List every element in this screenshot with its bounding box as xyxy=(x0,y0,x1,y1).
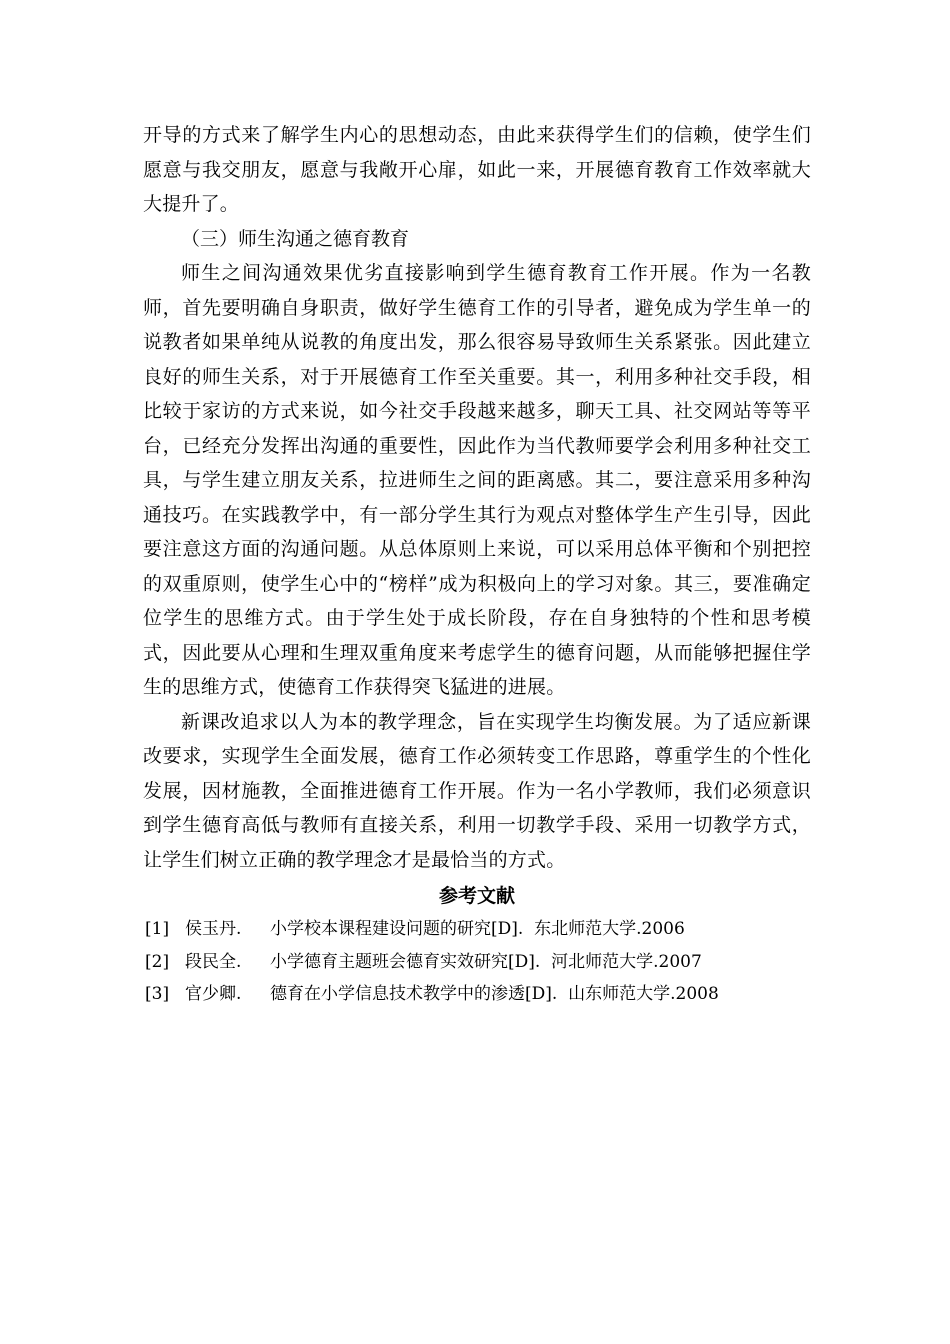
reference-work: 小学德育主题班会德育实效研究[D]. xyxy=(270,951,541,972)
reference-source: 河北师范大学.2007 xyxy=(551,951,702,972)
reference-work: 小学校本课程建设问题的研究[D]. xyxy=(270,919,524,939)
reference-author: 段民全. xyxy=(185,951,242,972)
reference-source: 山东师范大学.2008 xyxy=(568,984,719,1004)
reference-author: 官少卿. xyxy=(185,984,242,1004)
paragraph-continued: 开导的方式来了解学生内心的思想动态，由此来获得学生们的信赖，使学生们愿意与我交朋友，愿意与我敞开心扉，如此一来，开展德育教育工作效率就大大提升了。 xyxy=(143,124,811,215)
reference-author: 侯玉丹. xyxy=(185,919,242,939)
reference-number: [3] xyxy=(145,984,170,1004)
reference-number: [2] xyxy=(145,951,170,972)
reference-work: 德育在小学信息技术教学中的渗透[D]. xyxy=(270,984,558,1004)
paragraph-conclusion: 新课改追求以人为本的教学理念，旨在实现学生均衡发展。为了适应新课改要求，实现学生全面发展，德育工作必须转变工作思路，尊重学生的个性化发展，因材施教，全面推进德育工作开展。作为一名小学教师，我们必须意识到学生德育高低与教师有直接关系，利用一切教学手段、采用一切教学方式，让学生们树立正确的教学理念才是最恰当的方式。 xyxy=(143,710,811,871)
paragraph-teacher-student-communication: 师生之间沟通效果优劣直接影响到学生德育教育工作开展。作为一名教师，首先要明确自身职责，做好学生德育工作的引导者，避免成为学生单一的说教者如果单纯从说教的角度出发，那么很容易导致师生关系紧张。因此建立良好的师生关系，对于开展德育工作至关重要。其一，利用多种社交手段，相比较于家访的方式来说，如今社交手段越来越多，聊天工具、社交网站等等平台，已经充分发挥出沟通的重要性，因此作为当代教师要学会利用多种社交工具，与学生建立朋友关系，拉进师生之间的距离感。其二，要注意采用多种沟通技巧。在实践教学中，有一部分学生其行为观点对整体学生产生引导，因此要注意这方面的沟通问题。从总体原则上来说，可以采用总体平衡和个别把控的双重原则，使学生心中的“榜样”成为积极向上的学习对象。其三，要准确定位学生的思维方式。由于学生处于成长阶段，存在自身独特的个性和思考模式，因此要从心理和生理双重角度来考虑学生的德育问题，从而能够把握住学生的思维方式，使德育工作获得突飞猛进的进展。 xyxy=(143,262,811,698)
references-list xyxy=(143,913,811,1011)
references-title: 参考文献 xyxy=(438,885,515,907)
reference-number: [1] xyxy=(145,919,170,939)
reference-source: 东北师范大学.2006 xyxy=(534,919,685,939)
reference-item xyxy=(145,913,811,946)
section-heading: （三）师生沟通之德育教育 xyxy=(181,227,410,250)
reference-item xyxy=(145,946,811,979)
document-page xyxy=(143,118,811,1011)
reference-item xyxy=(145,978,811,1011)
